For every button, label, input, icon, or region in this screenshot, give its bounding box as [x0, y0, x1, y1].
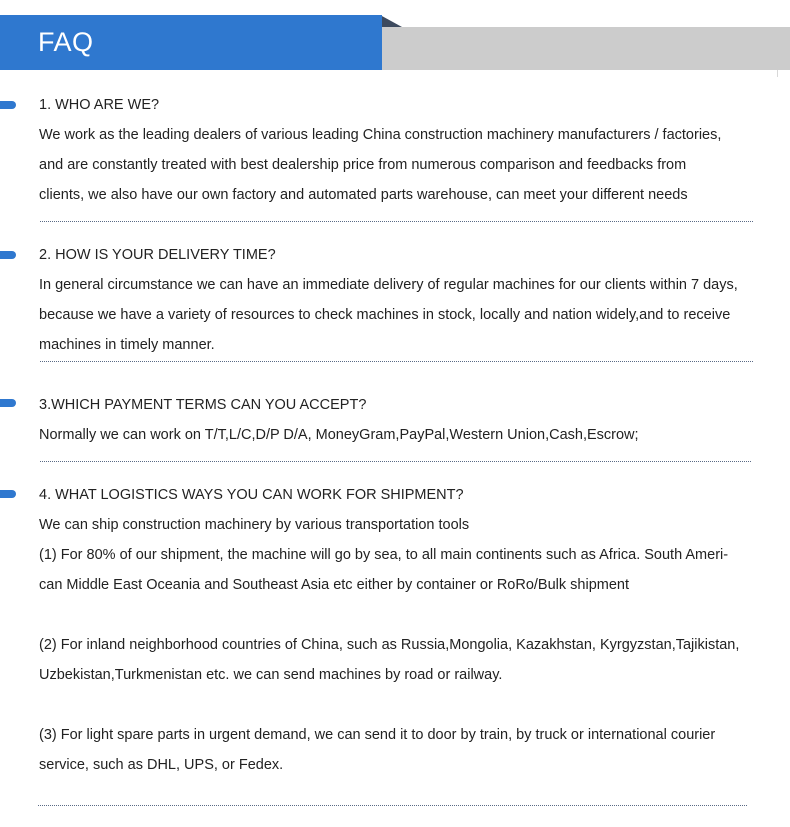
faq-answer-line: because we have a variety of resources to check machines in stock, locally and nation widely,and to receive: [39, 307, 731, 323]
section-divider: [40, 361, 753, 362]
bullet-marker: [0, 490, 16, 498]
faq-question: 3.WHICH PAYMENT TERMS CAN YOU ACCEPT?: [39, 397, 367, 413]
faq-question: 4. WHAT LOGISTICS WAYS YOU CAN WORK FOR SHIPMENT?: [39, 487, 464, 503]
faq-question: 2. HOW IS YOUR DELIVERY TIME?: [39, 247, 276, 263]
faq-answer-line: (1) For 80% of our shipment, the machine will go by sea, to all main continents such as Africa. South Ameri-: [39, 547, 729, 563]
header-edge-mark: [777, 70, 778, 77]
page-title: FAQ: [38, 27, 94, 57]
faq-answer-line: service, such as DHL, UPS, or Fedex.: [39, 757, 284, 773]
faq-answer-line: Normally we can work on T/T,L/C,D/P D/A, MoneyGram,PayPal,Western Union,Cash,Escrow;: [39, 427, 639, 443]
faq-answer-line: clients, we also have our own factory and automated parts warehouse, can meet your different needs: [39, 187, 688, 203]
header-gray-bar: [380, 27, 790, 70]
faq-header: [0, 0, 790, 72]
faq-answer-line: (3) For light spare parts in urgent demand, we can send it to door by train, by truck or international courier: [39, 727, 716, 743]
header-fold-decoration: [380, 15, 402, 27]
faq-answer-line: can Middle East Oceania and Southeast Asia etc either by container or RoRo/Bulk shipment: [39, 577, 629, 593]
faq-answer-line: Uzbekistan,Turkmenistan etc. we can send machines by road or railway.: [39, 667, 503, 683]
section-divider: [38, 805, 747, 806]
bullet-marker: [0, 101, 16, 109]
faq-answer-line: We can ship construction machinery by various transportation tools: [39, 517, 470, 533]
bullet-marker: [0, 399, 16, 407]
section-divider: [40, 221, 753, 222]
faq-answer-line: and are constantly treated with best dealership price from numerous comparison and feedbacks from: [39, 157, 687, 173]
faq-answer-line: In general circumstance we can have an immediate delivery of regular machines for our clients within 7 days,: [39, 277, 738, 293]
faq-question: 1. WHO ARE WE?: [39, 97, 160, 113]
faq-answer-line: machines in timely manner.: [39, 337, 215, 353]
section-divider: [40, 461, 751, 462]
faq-answer-line: We work as the leading dealers of various leading China construction machinery manufacturers / factories,: [39, 127, 722, 143]
bullet-marker: [0, 251, 16, 259]
faq-answer-line: (2) For inland neighborhood countries of China, such as Russia,Mongolia, Kazakhstan, Kyrgyzstan,Tajikistan,: [39, 637, 740, 653]
